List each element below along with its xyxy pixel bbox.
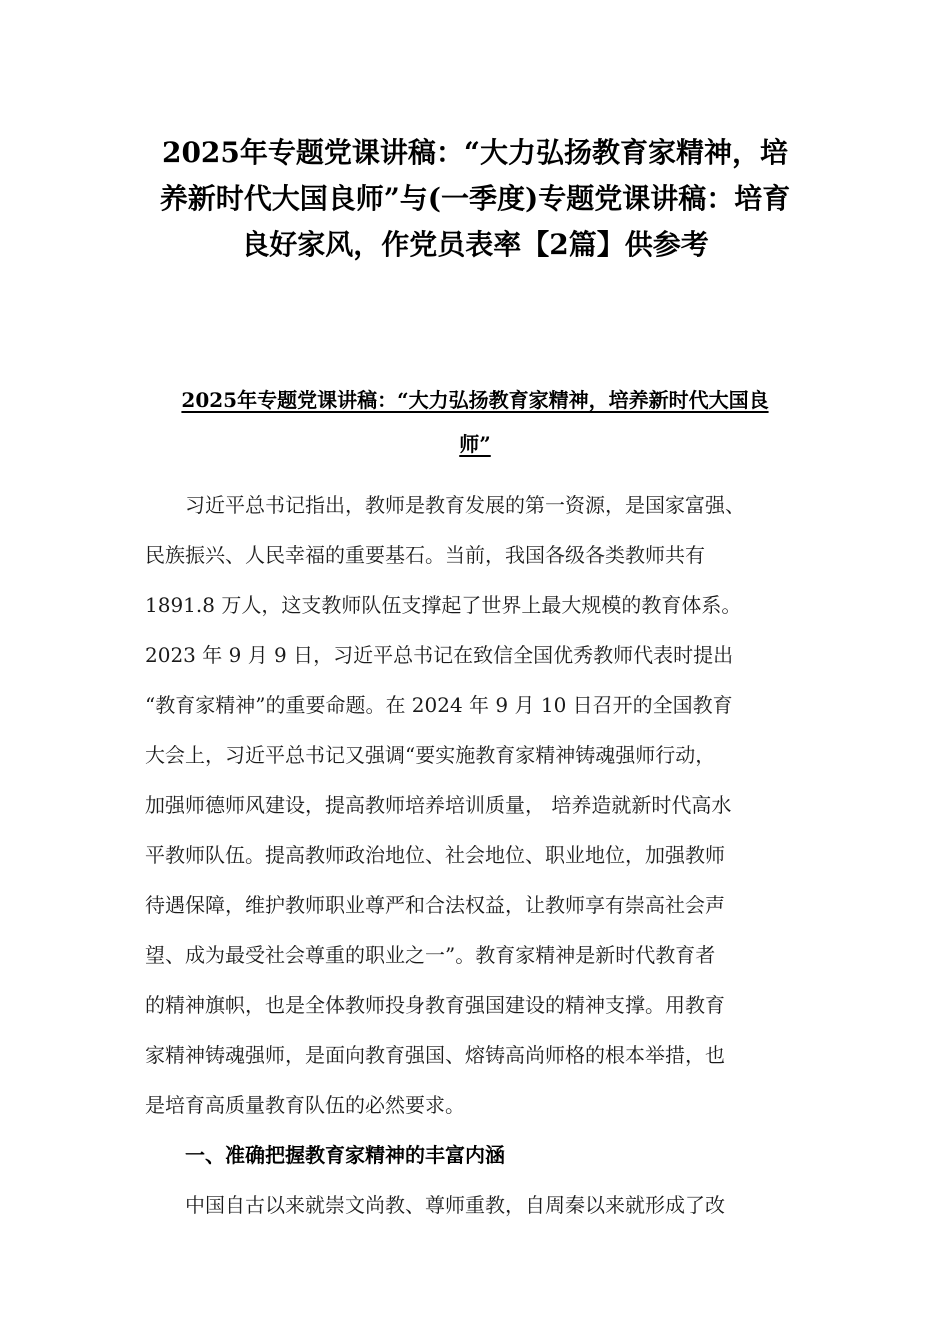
paragraph-line: 中国自古以来就崇文尚教、尊师重教，自周秦以来就形成了改 <box>185 1193 725 1217</box>
paragraph-line: “教育家精神”的重要命题。在 2024 年 9 月 10 日召开的全国教育 <box>145 693 733 717</box>
body-text <box>145 480 815 1230</box>
paragraph-line: 待遇保障，维护教师职业尊严和合法权益，让教师享有崇高社会声 <box>145 893 725 917</box>
paragraph-line: 大会上，习近平总书记又强调“要实施教育家精神铸魂强师行动， <box>145 743 716 767</box>
section-heading: 一、准确把握教育家精神的丰富内涵 <box>185 1143 505 1167</box>
paragraph-line: 2023 年 9 月 9 日，习近平总书记在致信全国优秀教师代表时提出 <box>145 643 734 667</box>
paragraph-line: 1891.8 万人，这支教师队伍支撑起了世界上最大规模的教育体系。 <box>145 593 742 617</box>
section-title-line <box>140 378 810 422</box>
paragraph-line: 望、成为最受社会尊重的职业之一”。教育家精神是新时代教育者 <box>145 943 716 967</box>
paragraph-line: 的精神旗帜，也是全体教师投身教育强国建设的精神支撑。用教育 <box>145 993 725 1017</box>
document-title-line: 2025年专题党课讲稿：“大力弘扬教育家精神，培 <box>161 136 789 169</box>
paragraph-line: 加强师德师风建设，提高教师培养培训质量， 培养造就新时代高水 <box>145 793 732 817</box>
paragraph-line: 平教师队伍。提高教师政治地位、社会地位、职业地位，加强教师 <box>145 843 725 867</box>
document-title-line: 良好家风，作党员表率【2篇】供参考 <box>241 228 709 261</box>
paragraph-line: 家精神铸魂强师，是面向教育强国、熔铸高尚师格的根本举措，也 <box>145 1043 725 1067</box>
section-title-text: 2025年专题党课讲稿：“大力弘扬教育家精神，培养新时代大国良 <box>181 388 769 412</box>
section-title <box>140 378 810 466</box>
document-title <box>120 130 830 268</box>
paragraph-line: 习近平总书记指出，教师是教育发展的第一资源，是国家富强、 <box>185 493 745 517</box>
paragraph-line: 民族振兴、人民幸福的重要基石。当前，我国各级各类教师共有 <box>145 543 705 567</box>
paragraph-line: 是培育高质量教育队伍的必然要求。 <box>145 1093 465 1117</box>
section-title-text: 师” <box>459 432 491 456</box>
section-title-line <box>140 422 810 466</box>
document-title-line: 养新时代大国良师”与(一季度)专题党课讲稿：培育 <box>159 182 791 215</box>
